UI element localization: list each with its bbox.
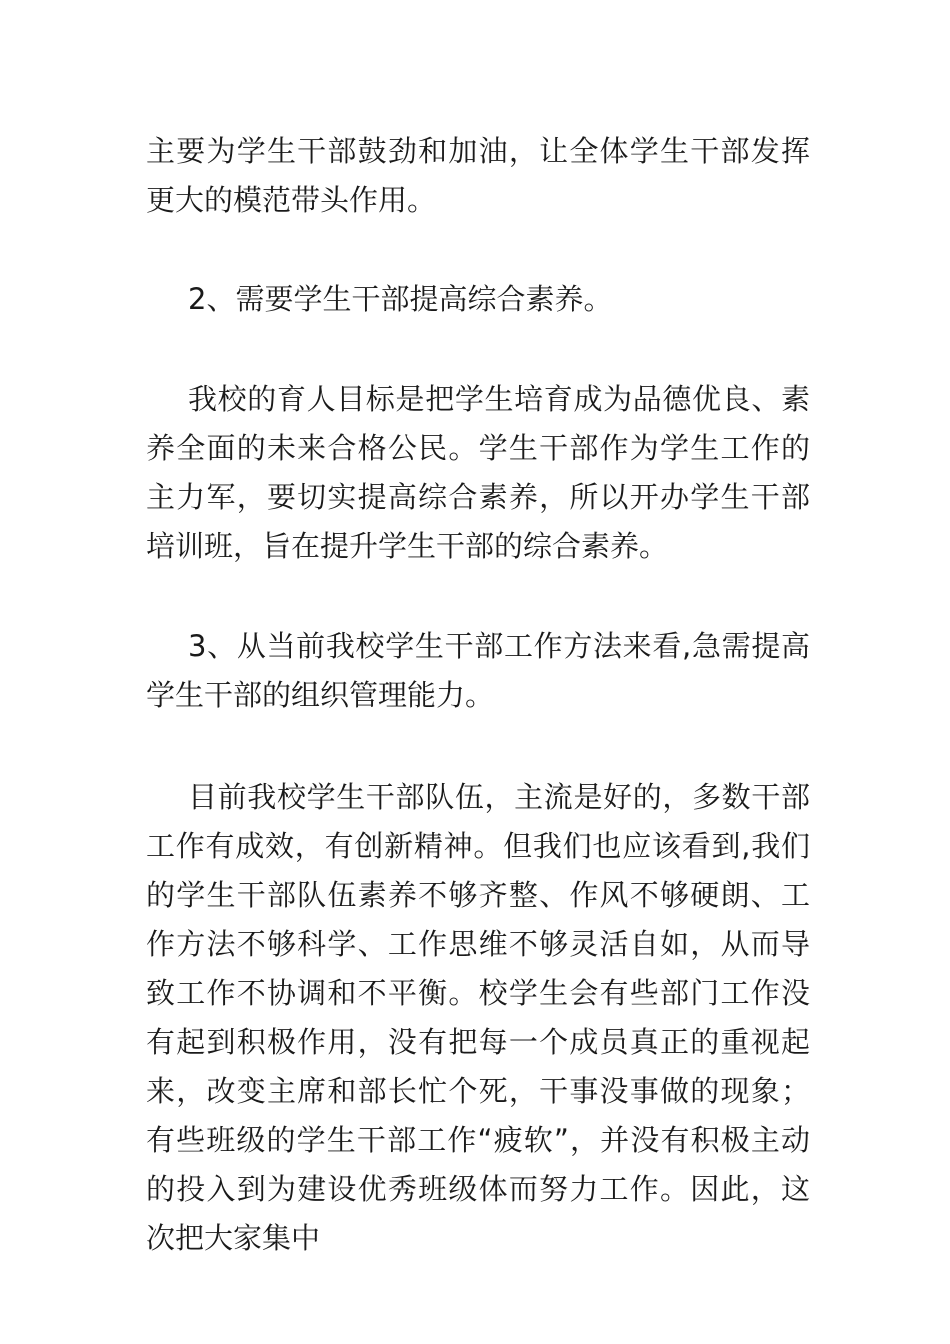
paragraph-education-goal: 我校的育人目标是把学生培育成为品德优良、素养全面的未来合格公民。学生干部作为学生工作的主力军，要切实提高综合素养，所以开办学生干部培训班，旨在提升学生干部的综合素养。 [146, 382, 810, 563]
section-heading-3: 3、从当前我校学生干部工作方法来看,急需提高学生干部的组织管理能力。 [146, 629, 810, 712]
section-heading-2: 2、需要学生干部提高综合素养。 [188, 282, 613, 316]
paragraph-current-situation: 目前我校学生干部队伍，主流是好的，多数干部工作有成效，有创新精神。但我们也应该看到,我们的学生干部队伍素养不够齐整、作风不够硬朗、工作方法不够科学、工作思维不够灵活自如，从而导致工作不协调和不平衡。校学生会有些部门工作没有起到积极作用，没有把每一个成员真正的重视起来，改变主席和部长忙个死，干事没事做的现象；有些班级的学生干部工作“疲软”，并没有积极主动的投入到为建设优秀班级体而努力工作。因此，这次把大家集中 [146, 780, 810, 1255]
paragraph-continuation: 主要为学生干部鼓劲和加油，让全体学生干部发挥更大的模范带头作用。 [146, 134, 810, 217]
